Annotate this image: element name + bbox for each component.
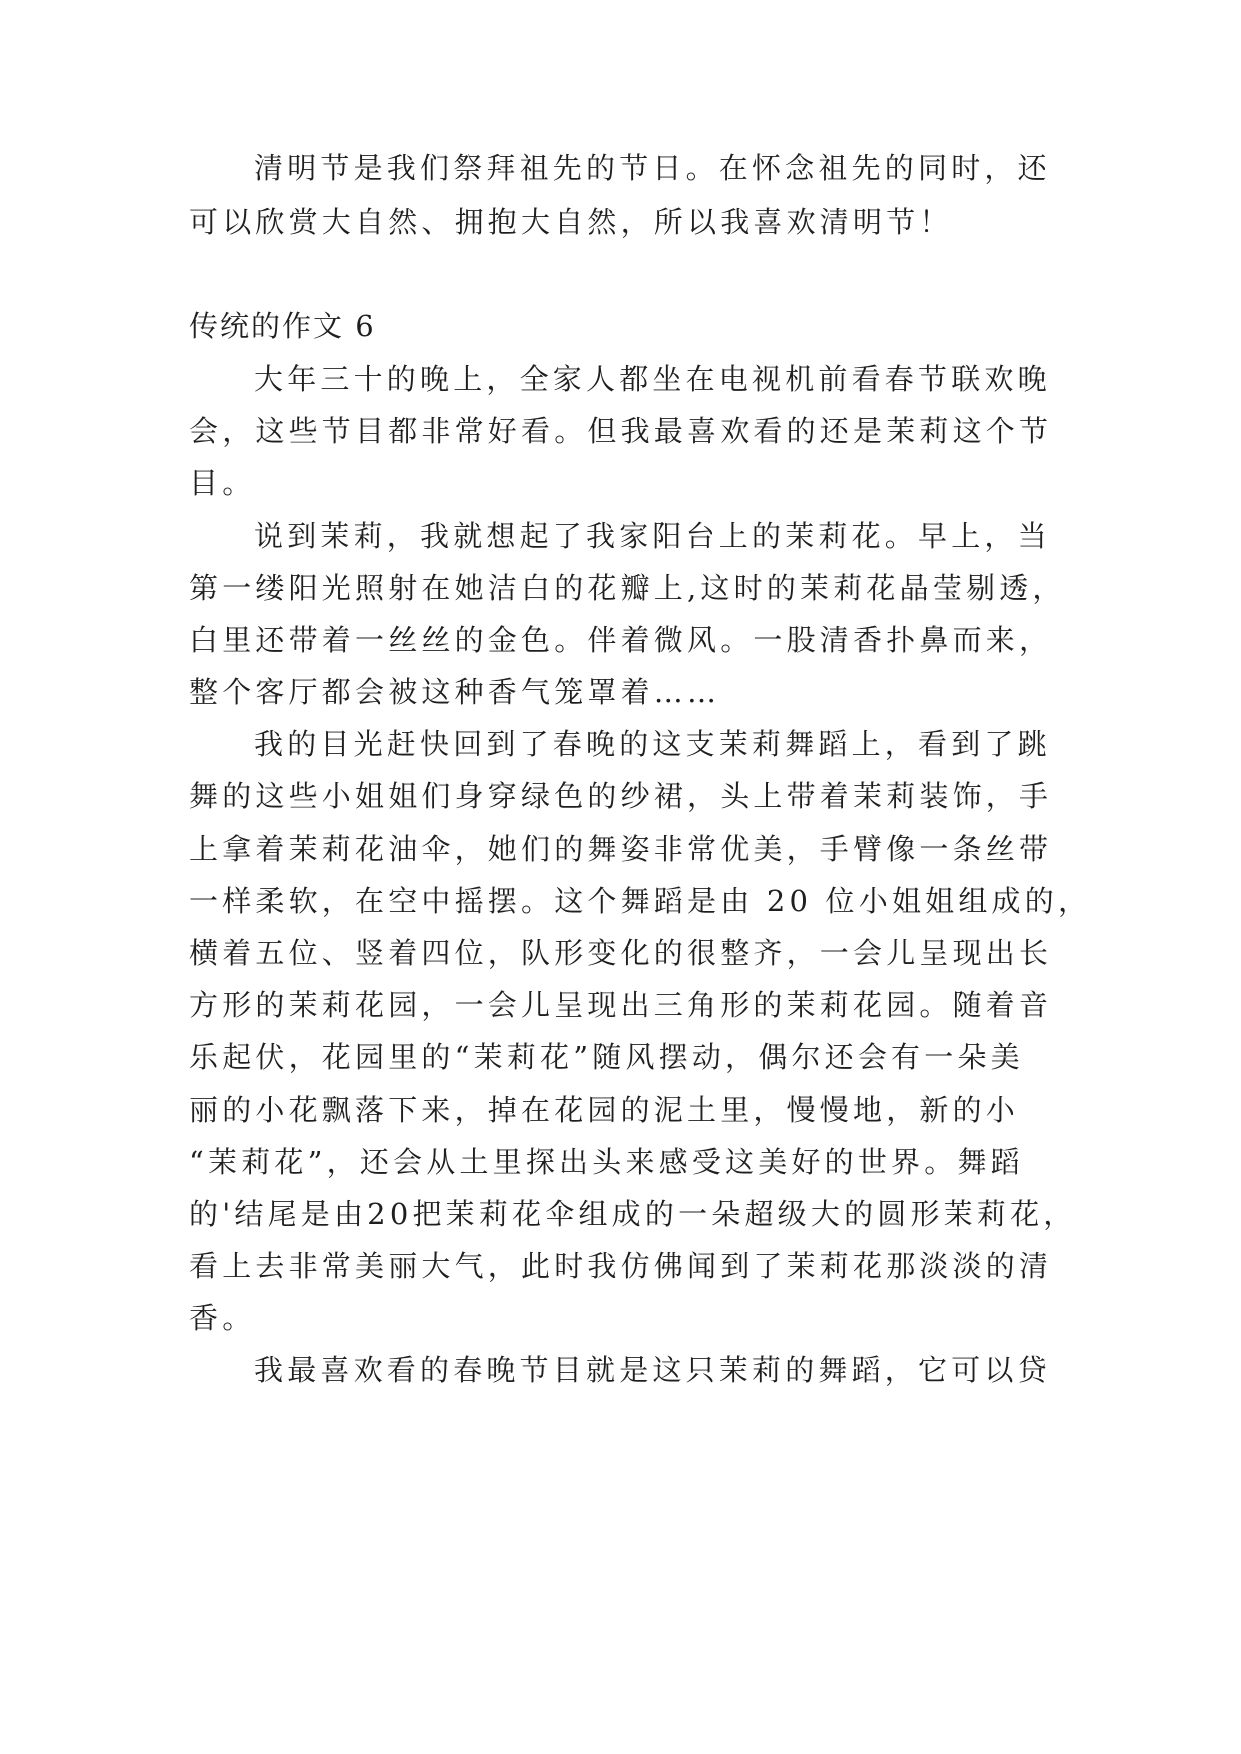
paragraph-line: 上拿着茉莉花油伞，她们的舞姿非常优美，手臂像一条丝带 bbox=[189, 832, 1053, 866]
paragraph-line: 舞的这些小姐姐们身穿绿色的纱裙，头上带着茉莉装饰，手 bbox=[189, 779, 1053, 813]
paragraph-line: 第一缕阳光照射在她洁白的花瓣上,这时的茉莉花晶莹剔透， bbox=[189, 571, 1066, 605]
paragraph-line: 看上去非常美丽大气，此时我仿佛闻到了茉莉花那淡淡的清 bbox=[189, 1249, 1053, 1283]
paragraph-line: 香。 bbox=[189, 1301, 256, 1335]
paragraph-line: 整个客厅都会被这种香气笼罩着…… bbox=[189, 675, 721, 709]
paragraph-line: 会，这些节目都非常好看。但我最喜欢看的还是茉莉这个节 bbox=[189, 414, 1053, 448]
paragraph-line: 说到茉莉，我就想起了我家阳台上的茉莉花。早上，当 bbox=[254, 519, 1051, 553]
paragraph-line: “茉莉花”，还会从土里探出头来感受这美好的世界。舞蹈 bbox=[189, 1145, 1024, 1179]
paragraph-line: 的'结尾是由20把茉莉花伞组成的一朵超级大的圆形茉莉花， bbox=[189, 1197, 1077, 1231]
paragraph-line: 可以欣赏大自然、拥抱大自然，所以我喜欢清明节！ bbox=[189, 205, 953, 239]
paragraph-line: 我最喜欢看的春晚节目就是这只茉莉的舞蹈，它可以贷 bbox=[254, 1353, 1051, 1387]
paragraph-line: 清明节是我们祭拜祖先的节日。在怀念祖先的同时，还 bbox=[254, 151, 1051, 185]
paragraph-line: 方形的茉莉花园，一会儿呈现出三角形的茉莉花园。随着音 bbox=[189, 988, 1053, 1022]
paragraph-line: 横着五位、竖着四位，队形变化的很整齐，一会儿呈现出长 bbox=[189, 936, 1053, 970]
paragraph-line: 丽的小花飘落下来，掉在花园的泥土里，慢慢地，新的小 bbox=[189, 1093, 1020, 1127]
paragraph-line: 我的目光赶快回到了春晚的这支茉莉舞蹈上，看到了跳 bbox=[254, 727, 1051, 761]
paragraph-line: 白里还带着一丝丝的金色。伴着微风。一股清香扑鼻而来， bbox=[189, 623, 1053, 657]
essay-heading: 传统的作文 6 bbox=[189, 309, 376, 343]
paragraph-line: 乐起伏，花园里的“茉莉花”随风摆动，偶尔还会有一朵美 bbox=[189, 1040, 1024, 1074]
paragraph-line: 一样柔软，在空中摇摆。这个舞蹈是由 20 位小姐姐组成的， bbox=[189, 884, 1092, 918]
paragraph-line: 目。 bbox=[189, 466, 256, 500]
paragraph-line: 大年三十的晚上，全家人都坐在电视机前看春节联欢晚 bbox=[254, 362, 1051, 396]
